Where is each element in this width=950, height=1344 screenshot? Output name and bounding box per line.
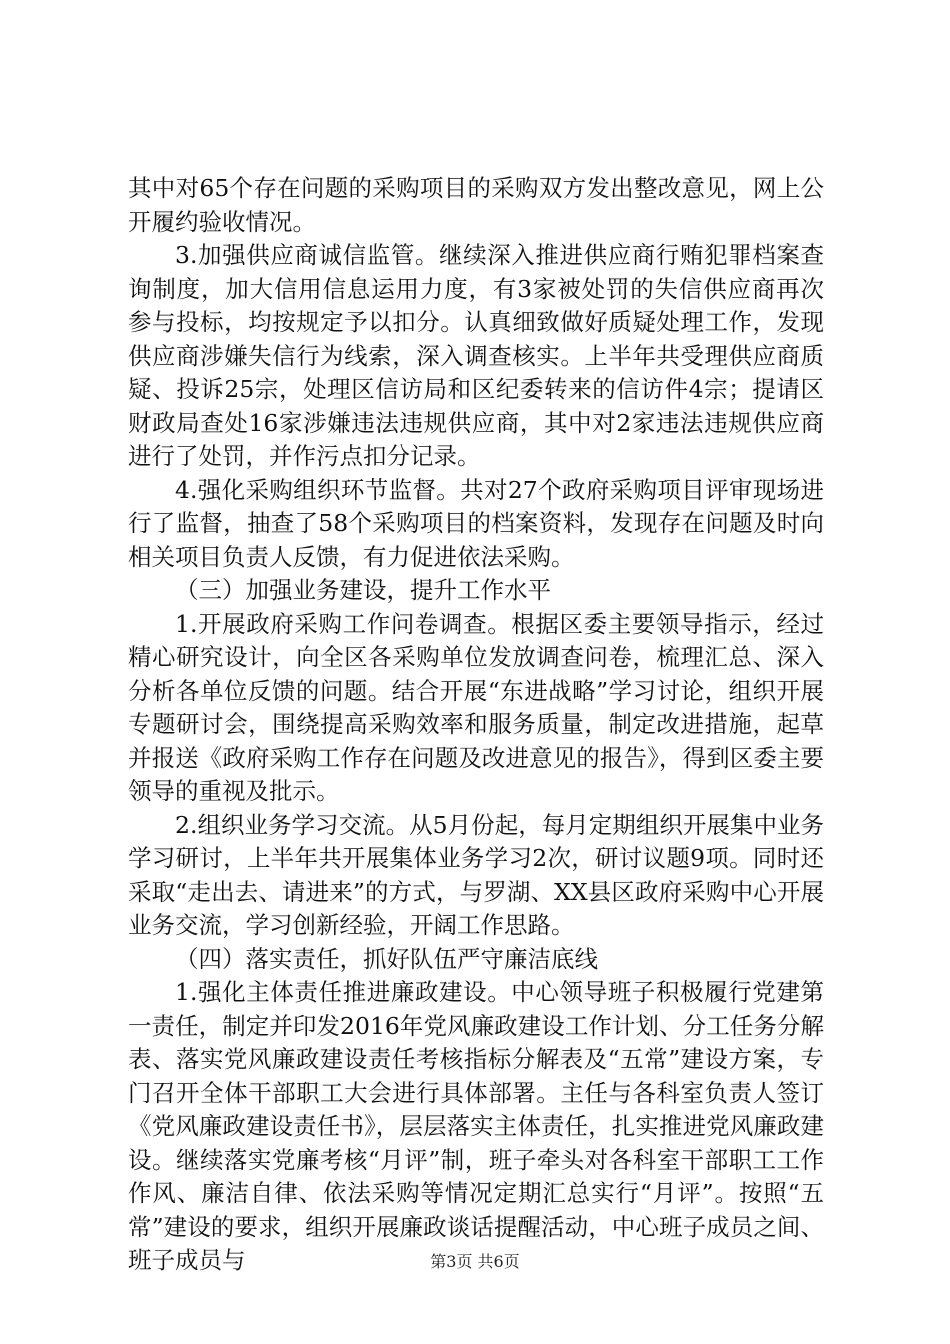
paragraph-1: 其中对65个存在问题的采购项目的采购双方发出整改意见，网上公开履约验收情况。 [128,174,824,236]
paragraph-4: 1.开展政府采购工作问卷调查。根据区委主要领导指示，经过精心研究设计，向全区各采购单位发放调查问卷，梳理汇总、深入分析各单位反馈的问题。结合开展“东进战略”学习讨论，组织开展专题研讨会，围绕提高采购效率和服务质量，制定改进措施，起草并报送《政府采购工作存在问题及改进意见的报告》，得到区委主要领导的重视及批示。 [128,609,824,805]
section-heading-4: （四）落实责任，抓好队伍严守廉洁底线 [175,944,598,973]
paragraph-5: 2.组织业务学习交流。从5月份起，每月定期组织开展集中业务学习研讨，上半年共开展集体业务学习2次，研讨议题9项。同时还采取“走出去、请进来”的方式，与罗湖、XX县区政府采购中心开展业务交流，学习创新经验，开阔工作思路。 [128,810,824,939]
section-heading-3: （三）加强业务建设，提升工作水平 [175,576,551,604]
page-footer: 第3页 共6页 [430,1252,520,1271]
paragraph-3: 4.强化采购组织环节监督。共对27个政府采购项目评审现场进行了监督，抽查了58个采购项目的档案资料，发现存在问题及时向相关项目负责人反馈，有力促进依法采购。 [128,475,824,571]
document-body [128,172,824,1278]
paragraph-6: 1.强化主体责任推进廉政建设。中心领导班子积极履行党建第一责任，制定并印发2016年党风廉政建设工作计划、分工任务分解表、落实党风廉政建设责任考核指标分解表及“五常”建设方案，专门召开全体干部职工大会进行具体部署。主任与各科室负责人签订《党风廉政建设责任书》，层层落实主体责任，扎实推进党风廉政建设。继续落实党廉考核“月评”制，班子牵头对各科室干部职工工作作风、廉洁自律、依法采购等情况定期汇总实行“月评”。按照“五常”建设的要求，组织开展廉政谈话提醒活动，中心班子成员之间、班子成员与 [128,978,824,1274]
paragraph-2: 3.加强供应商诚信监管。继续深入推进供应商行贿犯罪档案查询制度，加大信用信息运用力度，有3家被处罚的失信供应商再次参与投标，均按规定予以扣分。认真细致做好质疑处理工作，发现供应商涉嫌失信行为线索，深入调查核实。上半年共受理供应商质疑、投诉25宗，处理区信访局和区纪委转来的信访件4宗；提请区财政局查处16家涉嫌违法违规供应商，其中对2家违法违规供应商进行了处罚，并作污点扣分记录。 [128,241,824,470]
